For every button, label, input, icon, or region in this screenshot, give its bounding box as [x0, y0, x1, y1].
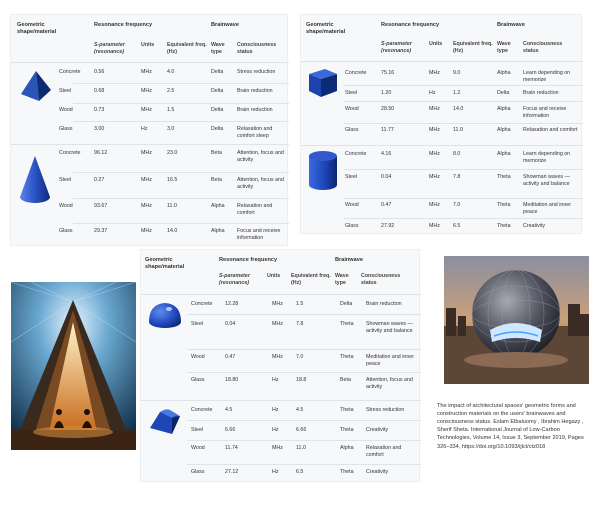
s-parameter-cell: 0.47: [225, 354, 236, 360]
header-shape: Geometric shape/material: [17, 22, 57, 35]
material-cell: Glass: [59, 126, 73, 132]
s-parameter-cell: 93.67: [94, 203, 108, 209]
header-wave: Wave type: [335, 273, 349, 286]
units-cell: MHz: [141, 177, 152, 183]
units-cell: Hz: [429, 90, 436, 96]
consciousness-status-cell: Attention, focus and activity: [237, 150, 284, 163]
header-brainwave: Brainwave: [211, 22, 239, 28]
table-center: [140, 249, 420, 482]
units-cell: Hz: [141, 126, 148, 132]
material-cell: Wood: [345, 106, 359, 112]
wave-type-cell: Theta: [497, 202, 511, 208]
equivalent-freq-cell: 4.0: [167, 69, 175, 75]
s-parameter-cell: 11.77: [381, 127, 394, 133]
equivalent-freq-cell: 6.5: [296, 469, 304, 475]
equivalent-freq-cell: 8.0: [453, 151, 461, 157]
material-cell: Steel: [59, 88, 72, 94]
material-cell: Wood: [345, 202, 359, 208]
header-shape: Geometric shape/material: [306, 22, 346, 35]
equivalent-freq-cell: 11.0: [296, 445, 306, 451]
s-parameter-cell: 0.04: [381, 174, 392, 180]
s-parameter-cell: 28.50: [381, 106, 395, 112]
units-cell: Hz: [272, 377, 279, 383]
header-sparam: S-parameter (resonance): [94, 42, 125, 55]
header-sparam: S-parameter (resonance): [381, 41, 412, 54]
wave-type-cell: Theta: [340, 469, 354, 475]
s-parameter-cell: 1.20: [381, 90, 392, 96]
material-cell: Steel: [59, 177, 72, 183]
wave-type-cell: Alpha: [497, 106, 511, 112]
material-cell: Glass: [345, 223, 359, 229]
table-left: [10, 14, 288, 246]
equivalent-freq-cell: 2.5: [167, 88, 175, 94]
material-cell: Glass: [59, 228, 73, 234]
wave-type-cell: Theta: [340, 407, 354, 413]
equivalent-freq-cell: 14.0: [167, 228, 178, 234]
header-resonance: Resonance frequency: [381, 22, 440, 28]
consciousness-status-cell: Meditation and inner peace: [523, 202, 571, 215]
material-cell: Steel: [345, 90, 358, 96]
material-cell: Concrete: [345, 70, 367, 76]
pyramid-meditation-image: [11, 282, 136, 450]
header-resonance: Resonance frequency: [219, 257, 278, 263]
header-resonance: Resonance frequency: [94, 22, 153, 28]
s-parameter-cell: 4.16: [381, 151, 392, 157]
header-equiv: Equivalent freq. (Hz): [291, 273, 331, 286]
s-parameter-cell: 27.92: [381, 223, 395, 229]
equivalent-freq-cell: 16.5: [167, 177, 178, 183]
units-cell: Hz: [272, 427, 279, 433]
equivalent-freq-cell: 7.8: [453, 174, 461, 180]
wave-type-cell: Theta: [497, 174, 511, 180]
material-cell: Steel: [191, 321, 204, 327]
material-cell: Glass: [345, 127, 359, 133]
units-cell: MHz: [272, 445, 283, 451]
cube-icon: [305, 67, 341, 99]
pyramid-icon: [19, 70, 53, 102]
wave-type-cell: Beta: [211, 177, 222, 183]
equivalent-freq-cell: 9.0: [453, 70, 461, 76]
s-parameter-cell: 18.80: [225, 377, 239, 383]
consciousness-status-cell: Creativity: [523, 223, 546, 229]
equivalent-freq-cell: 1.5: [296, 301, 304, 307]
equivalent-freq-cell: 1.5: [167, 107, 175, 113]
material-cell: Glass: [191, 469, 205, 475]
header-cons: Consciousness status: [237, 42, 277, 55]
material-cell: Concrete: [191, 407, 213, 413]
cylinder-icon: [306, 150, 340, 192]
cone-icon: [18, 155, 52, 205]
s-parameter-cell: 12.28: [225, 301, 239, 307]
units-cell: MHz: [429, 70, 440, 76]
wave-type-cell: Delta: [211, 69, 224, 75]
wave-type-cell: Theta: [340, 321, 354, 327]
material-cell: Wood: [59, 203, 73, 209]
vault-icon: [146, 406, 184, 436]
units-cell: Hz: [272, 469, 279, 475]
header-wave: Wave type: [497, 41, 511, 54]
units-cell: MHz: [429, 106, 440, 112]
consciousness-status-cell: Brain reduction: [523, 90, 559, 96]
consciousness-status-cell: Attention, focus and activity: [237, 177, 284, 190]
citation-caption: The impact of architectural spaces' geometric forms and construction materials on the users' brainwaves and consciousness status. Eslam Elbaiuomy , Ibrahim Hegazy , Sherif Sheta. International Journal of Low-Carbon Technologies, Volume 14, Issue 3, September 2019, Pages 326–334, https://doi.org/10.1093/ijlct/ctz018: [437, 403, 584, 450]
consciousness-status-cell: Brain reduction: [237, 88, 273, 94]
equivalent-freq-cell: 7.8: [296, 321, 304, 327]
material-cell: Concrete: [59, 69, 81, 75]
units-cell: MHz: [429, 127, 440, 133]
units-cell: MHz: [429, 174, 440, 180]
wave-type-cell: Delta: [340, 301, 353, 307]
header-brainwave: Brainwave: [497, 22, 525, 28]
wave-type-cell: Theta: [497, 223, 511, 229]
units-cell: MHz: [429, 151, 440, 157]
header-equiv: Equivalent freq. (Hz): [167, 42, 207, 55]
units-cell: Hz: [272, 407, 279, 413]
wave-type-cell: Alpha: [497, 70, 511, 76]
wave-type-cell: Theta: [340, 427, 354, 433]
equivalent-freq-cell: 6.5: [453, 223, 461, 229]
consciousness-status-cell: Attention, focus and activity: [366, 377, 413, 390]
wave-type-cell: Delta: [211, 126, 224, 132]
consciousness-status-cell: Relaxation and comfort: [523, 127, 578, 133]
equivalent-freq-cell: 23.0: [167, 150, 178, 156]
material-cell: Glass: [191, 377, 205, 383]
equivalent-freq-cell: 11.0: [453, 127, 463, 133]
wave-type-cell: Alpha: [211, 228, 225, 234]
wave-type-cell: Delta: [497, 90, 510, 96]
header-units: Units: [267, 273, 281, 279]
consciousness-status-cell: Focus and receive information: [237, 228, 281, 241]
units-cell: MHz: [141, 88, 152, 94]
units-cell: MHz: [272, 301, 283, 307]
consciousness-status-cell: Stress reduction: [237, 69, 276, 75]
equivalent-freq-cell: 4.5: [296, 407, 304, 413]
consciousness-status-cell: Relaxation and comfort: [237, 203, 273, 216]
units-cell: MHz: [141, 203, 152, 209]
wave-type-cell: Beta: [340, 377, 351, 383]
s-parameter-cell: 27.12: [225, 469, 239, 475]
header-cons: Consciousness status: [361, 273, 401, 286]
s-parameter-cell: 0.56: [94, 69, 105, 75]
wave-type-cell: Alpha: [497, 127, 511, 133]
material-cell: Wood: [191, 354, 205, 360]
material-cell: Concrete: [345, 151, 367, 157]
wave-type-cell: Beta: [211, 150, 222, 156]
consciousness-status-cell: Focus and receive information: [523, 106, 567, 119]
header-shape: Geometric shape/material: [145, 257, 185, 270]
header-equiv: Equivalent freq. (Hz): [453, 41, 493, 54]
units-cell: MHz: [141, 228, 152, 234]
equivalent-freq-cell: 7.0: [296, 354, 304, 360]
material-cell: Steel: [345, 174, 358, 180]
header-units: Units: [429, 41, 443, 47]
units-cell: MHz: [141, 150, 152, 156]
s-parameter-cell: 0.04: [225, 321, 236, 327]
table-right: [300, 14, 582, 234]
header-sparam: S-parameter (resonance): [219, 273, 250, 286]
equivalent-freq-cell: 3.0: [167, 126, 175, 132]
units-cell: MHz: [141, 69, 152, 75]
s-parameter-cell: 0.73: [94, 107, 105, 113]
equivalent-freq-cell: 6.66: [296, 427, 307, 433]
material-cell: Wood: [59, 107, 73, 113]
consciousness-status-cell: Relaxation and comfort: [366, 445, 402, 458]
units-cell: MHz: [429, 223, 440, 229]
wave-type-cell: Theta: [340, 354, 354, 360]
s-parameter-cell: 11.74: [225, 445, 238, 451]
sphere-building-image: [444, 256, 589, 384]
units-cell: MHz: [272, 321, 283, 327]
consciousness-status-cell: Stress reduction: [366, 407, 405, 413]
wave-type-cell: Delta: [211, 107, 224, 113]
consciousness-status-cell: Learn depending on memorize: [523, 70, 571, 83]
s-parameter-cell: 4.5: [225, 407, 233, 413]
material-cell: Concrete: [191, 301, 213, 307]
equivalent-freq-cell: 18.8: [296, 377, 307, 383]
equivalent-freq-cell: 14.0: [453, 106, 464, 112]
s-parameter-cell: 3.00: [94, 126, 105, 132]
wave-type-cell: Delta: [211, 88, 224, 94]
header-wave: Wave type: [211, 42, 225, 55]
consciousness-status-cell: Brain reduction: [366, 301, 402, 307]
consciousness-status-cell: Creativity: [366, 427, 389, 433]
consciousness-status-cell: Relaxation and comfort sleep: [237, 126, 273, 139]
consciousness-status-cell: Learn depending on memorize: [523, 151, 571, 164]
equivalent-freq-cell: 1.2: [453, 90, 461, 96]
header-brainwave: Brainwave: [335, 257, 363, 263]
s-parameter-cell: 96.12: [94, 150, 108, 156]
consciousness-status-cell: Creativity: [366, 469, 389, 475]
s-parameter-cell: 29.37: [94, 228, 108, 234]
s-parameter-cell: 0.47: [381, 202, 392, 208]
material-cell: Wood: [191, 445, 205, 451]
equivalent-freq-cell: 7.0: [453, 202, 461, 208]
header-units: Units: [141, 42, 155, 48]
equivalent-freq-cell: 11.0: [167, 203, 177, 209]
s-parameter-cell: 75.16: [381, 70, 395, 76]
consciousness-status-cell: Showman waves —activity and balance: [523, 174, 570, 187]
material-cell: Steel: [191, 427, 204, 433]
wave-type-cell: Alpha: [497, 151, 511, 157]
wave-type-cell: Alpha: [340, 445, 354, 451]
header-cons: Consciousness status: [523, 41, 563, 54]
s-parameter-cell: 6.66: [225, 427, 236, 433]
dome-icon: [147, 300, 183, 330]
s-parameter-cell: 0.68: [94, 88, 105, 94]
s-parameter-cell: 0.27: [94, 177, 105, 183]
consciousness-status-cell: Brain reduction: [237, 107, 273, 113]
wave-type-cell: Alpha: [211, 203, 225, 209]
units-cell: MHz: [429, 202, 440, 208]
consciousness-status-cell: Meditation and inner peace: [366, 354, 414, 367]
consciousness-status-cell: Showman waves —activity and balance: [366, 321, 413, 334]
material-cell: Concrete: [59, 150, 81, 156]
units-cell: MHz: [141, 107, 152, 113]
units-cell: MHz: [272, 354, 283, 360]
